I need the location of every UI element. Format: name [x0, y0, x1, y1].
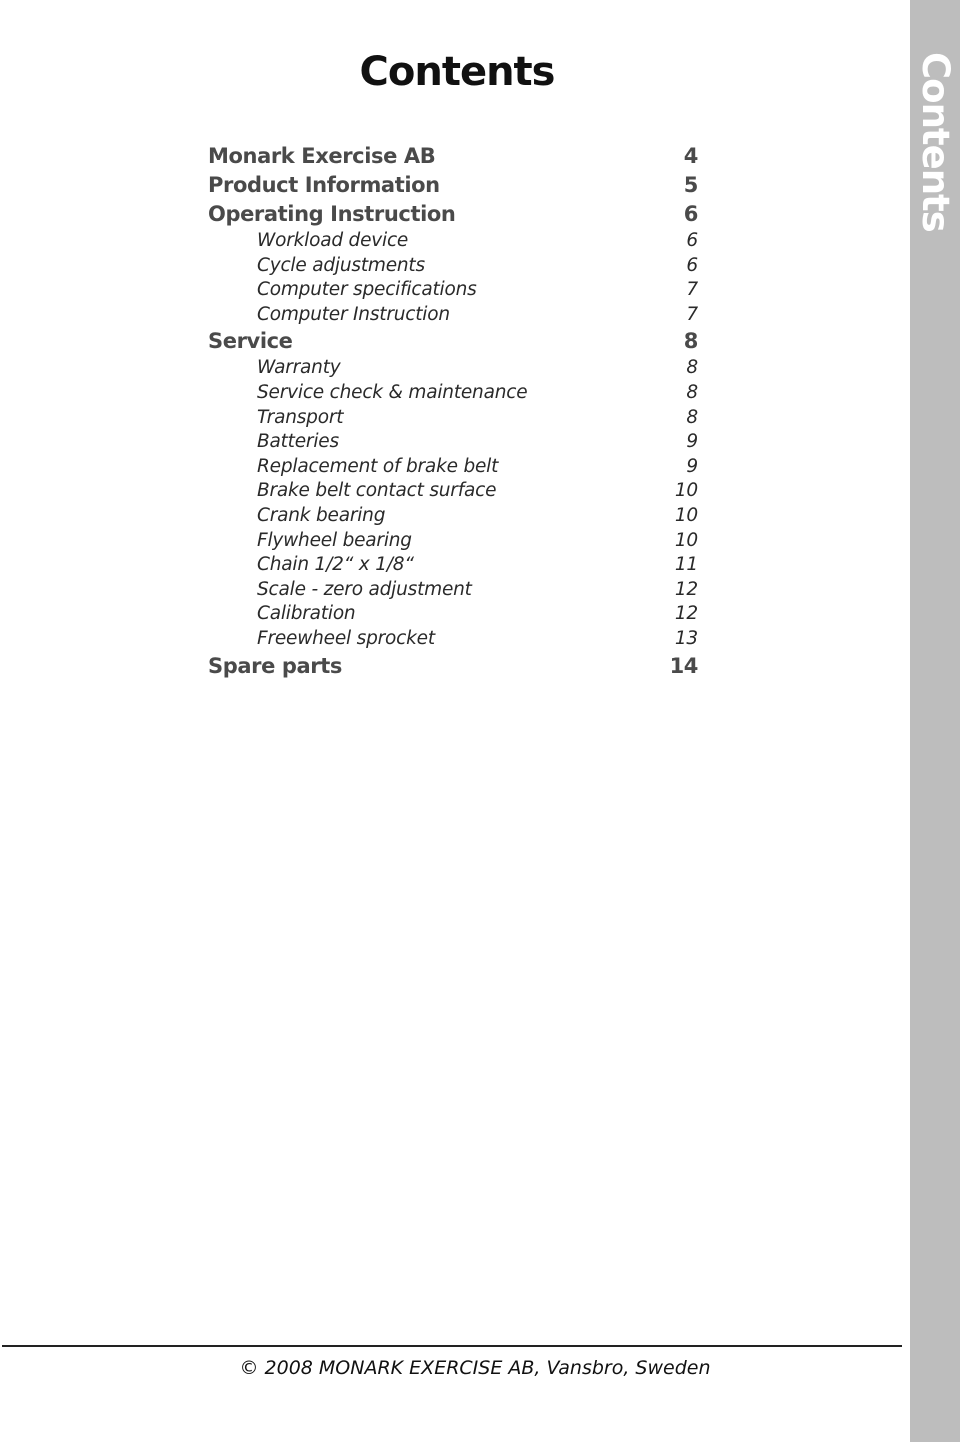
toc-entry-page-number: 8: [686, 357, 698, 379]
toc-subsection-entry: [208, 455, 698, 480]
toc-subsection-entry: [208, 553, 698, 578]
toc-entry-page-number: 10: [674, 480, 698, 502]
toc-section-entry: [208, 652, 698, 681]
toc-entry-label: Freewheel sprocket: [257, 627, 435, 649]
toc-entry-page-number: 10: [674, 529, 698, 551]
toc-entry-page-number: 8: [686, 406, 698, 428]
toc-entry-page-number: 6: [683, 202, 698, 226]
toc-entry-page-number: 9: [686, 455, 698, 477]
toc-entry-page-number: 7: [686, 279, 698, 301]
toc-entry-label: Spare parts: [208, 653, 342, 678]
toc-subsection-entry: [208, 278, 698, 303]
toc-entry-page-number: 5: [683, 173, 698, 197]
toc-entry-page-number: 8: [686, 381, 698, 403]
toc-subsection-entry: [208, 229, 698, 254]
footer-copyright: © 2008 MONARK EXERCISE AB, Vansbro, Sweden: [239, 1357, 711, 1379]
toc-entry-page-number: 14: [669, 653, 698, 678]
toc-entry-label: Warranty: [257, 357, 341, 379]
toc-section-entry: [208, 327, 698, 356]
toc-entry-label: Scale - zero adjustment: [257, 578, 472, 600]
toc-entry-label: Chain 1/2“ x 1/8“: [257, 554, 414, 576]
toc-entry-page-number: 4: [683, 144, 698, 168]
toc-entry-label: Batteries: [257, 431, 339, 453]
toc-entry-label: Computer Instruction: [257, 303, 450, 325]
toc-entry-label: Replacement of brake belt: [257, 455, 499, 477]
toc-entry-label: Crank bearing: [257, 504, 386, 526]
toc-subsection-entry: [208, 479, 698, 504]
toc-entry-page-number: 8: [683, 329, 698, 354]
toc-entry-page-number: 7: [686, 303, 698, 325]
toc-entry-label: Monark Exercise AB: [208, 144, 436, 168]
toc-subsection-entry: [208, 430, 698, 455]
toc-entry-label: Workload device: [257, 230, 409, 251]
toc-entry-page-number: 9: [686, 431, 698, 453]
toc-entry-label: Transport: [257, 406, 344, 428]
toc-section-entry: [208, 142, 698, 171]
toc-entry-label: Brake belt contact surface: [257, 480, 497, 502]
toc-subsection-entry: [208, 627, 698, 652]
toc-entry-page-number: 6: [686, 254, 698, 276]
toc-entry-label: Service check & maintenance: [257, 381, 528, 403]
toc-subsection-entry: [208, 381, 698, 406]
toc-subsection-entry: [208, 504, 698, 529]
toc-entry-page-number: 12: [674, 603, 698, 625]
toc-subsection-entry: [208, 356, 698, 381]
toc-entry-page-number: 13: [674, 627, 698, 649]
toc-section-entry: [208, 200, 698, 229]
toc-subsection-entry: [208, 529, 698, 554]
footer-divider: [2, 1345, 902, 1347]
toc-entry-label: Calibration: [257, 603, 356, 625]
toc-entry-label: Flywheel bearing: [257, 529, 412, 551]
toc-subsection-entry: [208, 406, 698, 431]
toc-entry-page-number: 11: [674, 554, 698, 576]
side-tab: [910, 0, 960, 1442]
side-tab-label: Contents: [914, 52, 957, 232]
table-of-contents: [208, 142, 698, 681]
toc-subsection-entry: [208, 602, 698, 627]
toc-entry-page-number: 12: [674, 578, 698, 600]
toc-entry-label: Product Information: [208, 173, 440, 197]
toc-entry-label: Service: [208, 329, 293, 354]
toc-section-entry: [208, 171, 698, 200]
toc-entry-label: Cycle adjustments: [257, 254, 425, 276]
toc-entry-page-number: 10: [674, 504, 698, 526]
toc-entry-label: Operating Instruction: [208, 202, 456, 226]
toc-entry-label: Computer specifications: [257, 279, 477, 301]
page-title: Contents: [359, 49, 555, 95]
toc-subsection-entry: [208, 254, 698, 279]
toc-subsection-entry: [208, 303, 698, 328]
toc-entry-page-number: 6: [686, 230, 698, 251]
toc-subsection-entry: [208, 578, 698, 603]
